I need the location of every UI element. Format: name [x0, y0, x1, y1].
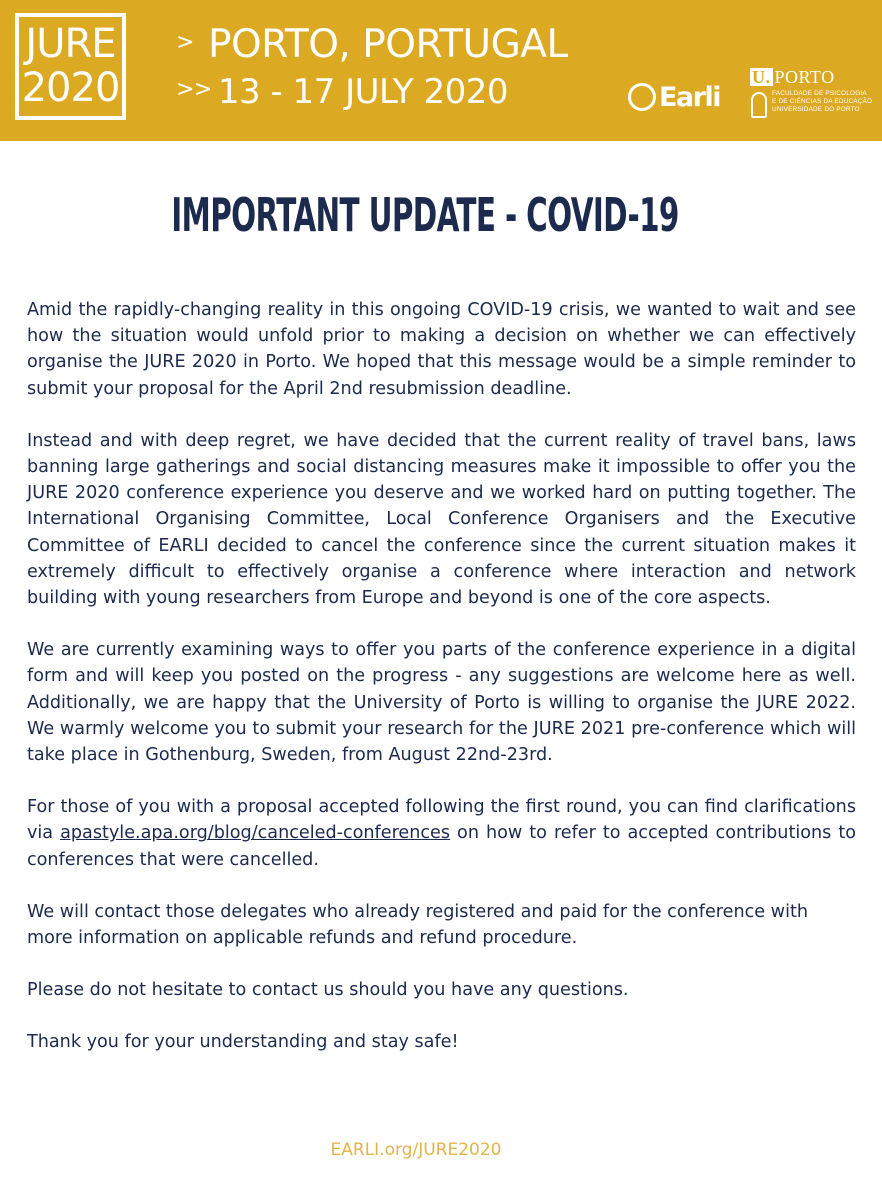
- uporto-logo: [750, 67, 873, 113]
- logo-line-1: JURE: [25, 21, 116, 67]
- uporto-faculty: [772, 90, 872, 114]
- jure-2020-logo: [15, 13, 126, 120]
- apa-canceled-conferences-link[interactable]: apastyle.apa.org/blog/canceled-conferences: [60, 823, 451, 844]
- date-text: 13 - 17 JULY 2020: [217, 72, 509, 112]
- paragraph-4: [27, 794, 856, 873]
- paragraph-4-lead: For those of you with a proposal accepted following the first round, you can find clarifications via: [27, 797, 856, 844]
- double-arrow-right-icon: >>: [176, 77, 212, 102]
- uporto-faculty-line-1: FACULDADE DE PSICOLOGIA: [772, 90, 867, 97]
- uporto-name: PORTO: [774, 67, 835, 87]
- paragraph-4-tail: on how to refer to accepted contributions to conferences that were cancelled.: [27, 823, 856, 870]
- page-title: IMPORTANT UPDATE - COVID-19: [171, 188, 679, 242]
- uporto-emblem-icon: [751, 92, 767, 118]
- earli-brain-icon: [628, 83, 656, 111]
- uporto-mark: U.: [752, 67, 771, 87]
- footer-url: EARLI.org/JURE2020: [330, 1140, 502, 1160]
- paragraph-1: Amid the rapidly-changing reality in this ongoing COVID-19 crisis, we wanted to wait and see how the situation would unfold prior to making a decision on whether we can effectively organise the JURE 2020 in Porto. We hoped that this message would be a simple reminder to submit your proposal for the April 2nd resubmission deadline.: [27, 300, 856, 399]
- paragraph-7: Thank you for your understanding and stay safe!: [27, 1032, 459, 1053]
- arrow-right-icon: >: [176, 30, 194, 55]
- location-text: PORTO, PORTUGAL: [207, 22, 568, 67]
- uporto-faculty-line-3: UNIVERSIDADE DO PORTO: [772, 106, 860, 113]
- earli-logo: [628, 82, 720, 113]
- uporto-faculty-line-2: E DE CIÊNCIAS DA EDUCAÇÃO: [772, 98, 873, 105]
- paragraph-3: We are currently examining ways to offer you parts of the conference experience in a digital form and will keep you posted on the progress - any suggestions are welcome here as well. Additionally, we are happy that the University of Porto is willing to organise the JURE 2022. We warmly welcome you to submit your research for the JURE 2021 pre-conference which will take place in Gothenburg, Sweden, from August 22nd-23rd.: [27, 640, 856, 766]
- uporto-wordmark: [750, 68, 835, 86]
- logo-line-2: 2020: [21, 65, 120, 111]
- earli-logo-text: Earli: [659, 82, 720, 113]
- paragraph-2: Instead and with deep regret, we have decided that the current reality of travel bans, laws banning large gatherings and social distancing measures make it impossible to offer you the JURE 2020 conference experience you deserve and we worked hard on putting together. The International Organising Committee, Local Conference Organisers and the Executive Committee of EARLI decided to cancel the conference since the current situation makes it extremely difficult to effectively organise a conference where interaction and network building with young researchers from Europe and beyond is one of the core aspects.: [27, 430, 856, 609]
- paragraph-6: Please do not hesitate to contact us should you have any questions.: [27, 980, 629, 1001]
- announcement-body: [27, 297, 856, 1082]
- date-line: [176, 72, 508, 112]
- location-line: [176, 22, 568, 67]
- paragraph-5: We will contact those delegates who already registered and paid for the conference with more information on applicable refunds and refund procedure.: [27, 901, 809, 949]
- header-banner: [0, 0, 882, 141]
